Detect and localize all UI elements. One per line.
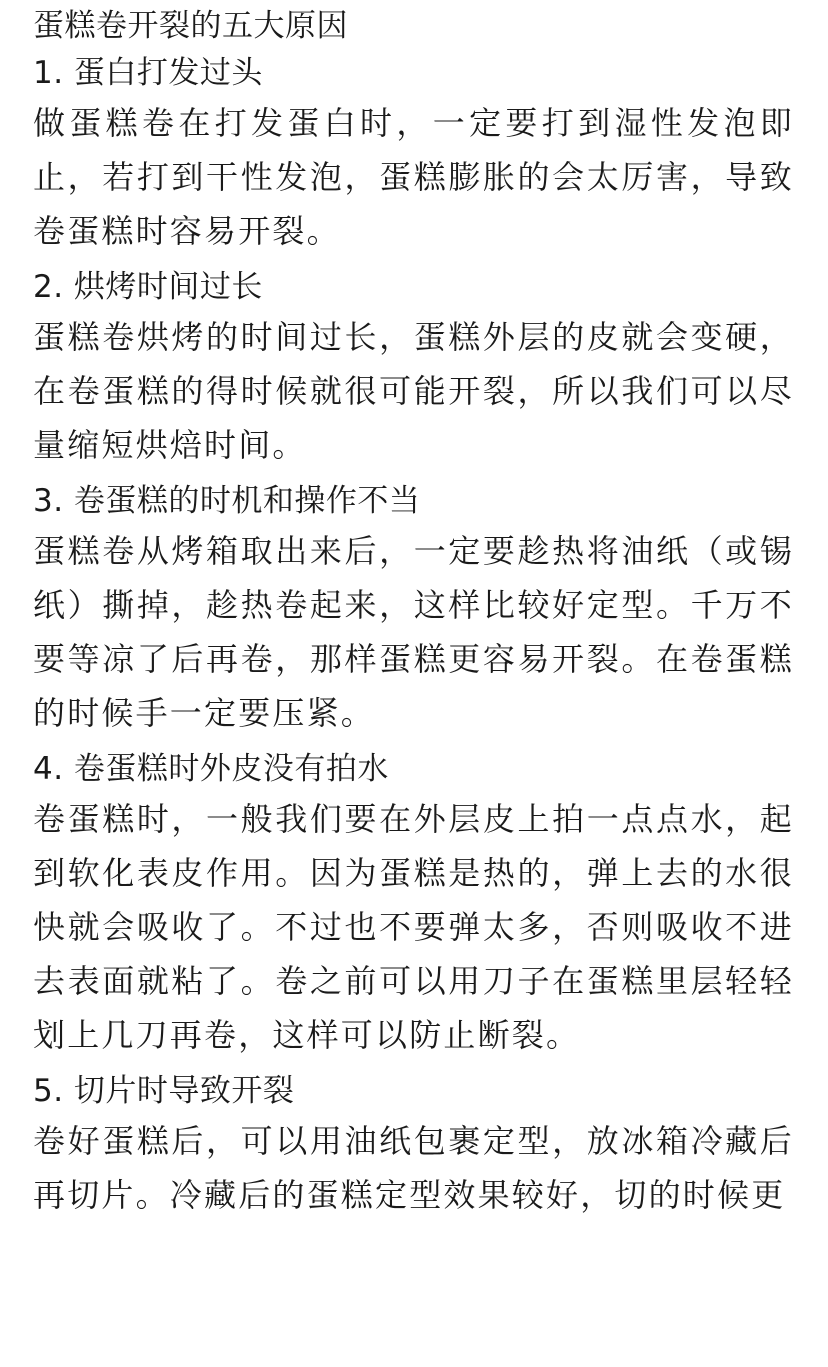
- section-body: 卷蛋糕时，一般我们要在外层皮上拍一点点水，起到软化表皮作用。因为蛋糕是热的，弹上去的水很快就会吸收了。不过也不要弹太多，否则吸收不进去表面就粘了。卷之前可以用刀子在蛋糕里层轻轻划上几刀再卷，这样可以防止断裂。: [33, 800, 794, 1054]
- section-2: [33, 264, 794, 472]
- section-body: 做蛋糕卷在打发蛋白时，一定要打到湿性发泡即止，若打到干性发泡，蛋糕膨胀的会太厉害，导致卷蛋糕时容易开裂。: [33, 104, 794, 250]
- section-3: [33, 478, 794, 740]
- section-body: 蛋糕卷从烤箱取出来后，一定要趁热将油纸（或锡纸）撕掉，趁热卷起来，这样比较好定型。千万不要等凉了后再卷，那样蛋糕更容易开裂。在卷蛋糕的时候手一定要压紧。: [33, 532, 794, 732]
- section-body: 卷好蛋糕后，可以用油纸包裹定型，放冰箱冷藏后再切片。冷藏后的蛋糕定型效果较好，切的时候更: [33, 1122, 794, 1214]
- section-heading: 4. 卷蛋糕时外皮没有拍水: [33, 751, 389, 787]
- section-heading: 3. 卷蛋糕的时机和操作不当: [33, 483, 421, 519]
- section-body: 蛋糕卷烘烤的时间过长，蛋糕外层的皮就会变硬，在卷蛋糕的得时候就很可能开裂，所以我们可以尽量缩短烘焙时间。: [33, 318, 794, 464]
- section-heading: 2. 烘烤时间过长: [33, 269, 263, 305]
- section-1: [33, 50, 794, 258]
- section-heading: 1. 蛋白打发过头: [33, 55, 263, 91]
- section-4: [33, 746, 794, 1062]
- section-heading: 5. 切片时导致开裂: [33, 1073, 295, 1109]
- article-title: 蛋糕卷开裂的五大原因: [33, 8, 348, 44]
- section-5: [33, 1068, 794, 1222]
